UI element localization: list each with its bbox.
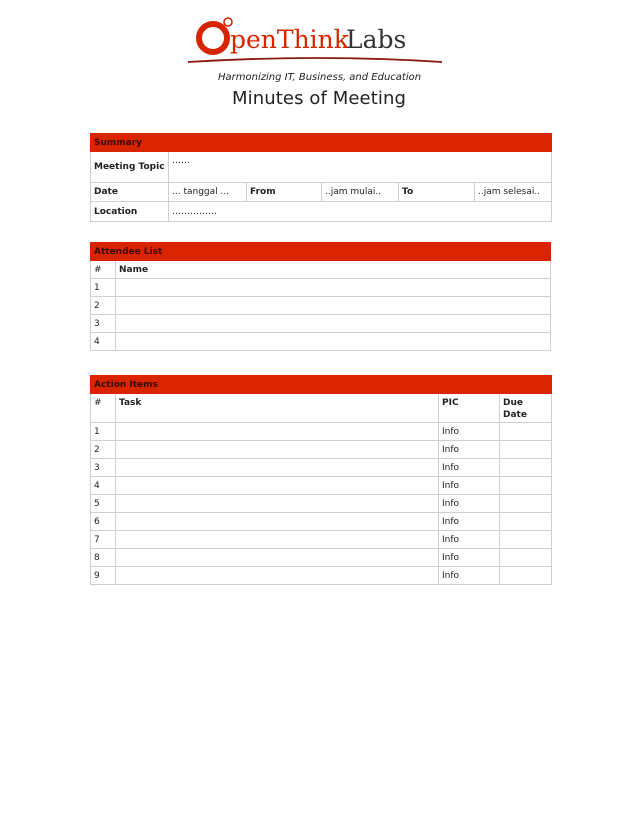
attendee-row-num: 4 [91, 333, 116, 351]
action-task-cell[interactable] [116, 513, 439, 531]
action-row-num: 8 [91, 549, 116, 567]
action-due-cell[interactable] [500, 567, 552, 585]
action-pic-cell[interactable]: Info [439, 441, 500, 459]
action-row-num: 5 [91, 495, 116, 513]
document-title: Minutes of Meeting [231, 88, 407, 109]
action-row-num: 4 [91, 477, 116, 495]
table-row [91, 297, 551, 315]
table-row [91, 459, 552, 477]
attendee-name-cell[interactable] [116, 279, 551, 297]
action-task-cell[interactable] [116, 459, 439, 477]
location-label: Location [91, 202, 169, 222]
logo-open-text: penThink [230, 25, 349, 54]
action-due-cell[interactable] [500, 513, 552, 531]
action-task-cell[interactable] [116, 441, 439, 459]
from-label: From [247, 183, 322, 202]
action-task-cell[interactable] [116, 423, 439, 441]
logo-tagline: Harmonizing IT, Business, and Education [218, 72, 422, 83]
attendee-table [90, 242, 551, 351]
table-row [91, 549, 552, 567]
action-pic-cell[interactable]: Info [439, 531, 500, 549]
table-row [91, 333, 551, 351]
action-pic-cell[interactable]: Info [439, 423, 500, 441]
action-due-cell[interactable] [500, 549, 552, 567]
action-task-cell[interactable] [116, 495, 439, 513]
date-label: Date [91, 183, 169, 202]
table-row [91, 315, 551, 333]
attendee-row-num: 3 [91, 315, 116, 333]
action-due-cell[interactable] [500, 477, 552, 495]
table-row [91, 513, 552, 531]
attendee-col-num: # [91, 261, 116, 279]
action-row-num: 2 [91, 441, 116, 459]
action-due-cell[interactable] [500, 441, 552, 459]
logo-labs-text: Labs [346, 25, 407, 54]
action-col-num: # [91, 394, 116, 423]
attendee-row-num: 1 [91, 279, 116, 297]
from-field[interactable]: ..jam mulai.. [322, 183, 399, 202]
action-col-pic: PIC [439, 394, 500, 423]
table-row [91, 495, 552, 513]
table-row [91, 441, 552, 459]
to-label: To [399, 183, 475, 202]
action-due-cell[interactable] [500, 495, 552, 513]
attendee-name-cell[interactable] [116, 333, 551, 351]
action-pic-cell[interactable]: Info [439, 459, 500, 477]
logo-o-ring-icon [199, 24, 227, 52]
action-items-header: Action Items [91, 376, 552, 394]
table-row [91, 477, 552, 495]
attendee-name-cell[interactable] [116, 315, 551, 333]
meeting-topic-field[interactable]: …… [169, 152, 552, 183]
table-row [91, 423, 552, 441]
action-row-num: 1 [91, 423, 116, 441]
attendee-header: Attendee List [91, 243, 551, 261]
action-col-due-date: Due Date [500, 394, 552, 423]
action-items-table [90, 375, 552, 585]
action-task-cell[interactable] [116, 477, 439, 495]
summary-table [90, 133, 552, 222]
logo-swoosh-icon [188, 58, 442, 62]
action-due-cell[interactable] [500, 423, 552, 441]
action-pic-cell[interactable]: Info [439, 495, 500, 513]
attendee-name-cell[interactable] [116, 297, 551, 315]
attendee-row-num: 2 [91, 297, 116, 315]
action-pic-cell[interactable]: Info [439, 567, 500, 585]
action-pic-cell[interactable]: Info [439, 549, 500, 567]
action-task-cell[interactable] [116, 531, 439, 549]
action-pic-cell[interactable]: Info [439, 477, 500, 495]
action-due-cell[interactable] [500, 531, 552, 549]
summary-header: Summary [91, 134, 552, 152]
date-field[interactable]: ... tanggal ... [169, 183, 247, 202]
action-row-num: 6 [91, 513, 116, 531]
action-pic-cell[interactable]: Info [439, 513, 500, 531]
action-task-cell[interactable] [116, 549, 439, 567]
action-row-num: 9 [91, 567, 116, 585]
to-field[interactable]: ..jam selesai.. [475, 183, 552, 202]
action-row-num: 7 [91, 531, 116, 549]
table-row [91, 531, 552, 549]
table-row [91, 279, 551, 297]
action-col-task: Task [116, 394, 439, 423]
action-row-num: 3 [91, 459, 116, 477]
meeting-topic-label: Meeting Topic [91, 152, 169, 183]
action-due-cell[interactable] [500, 459, 552, 477]
table-row [91, 567, 552, 585]
action-task-cell[interactable] [116, 567, 439, 585]
openthink-logo [0, 0, 638, 88]
attendee-col-name: Name [116, 261, 551, 279]
location-field[interactable]: …………… [169, 202, 552, 222]
